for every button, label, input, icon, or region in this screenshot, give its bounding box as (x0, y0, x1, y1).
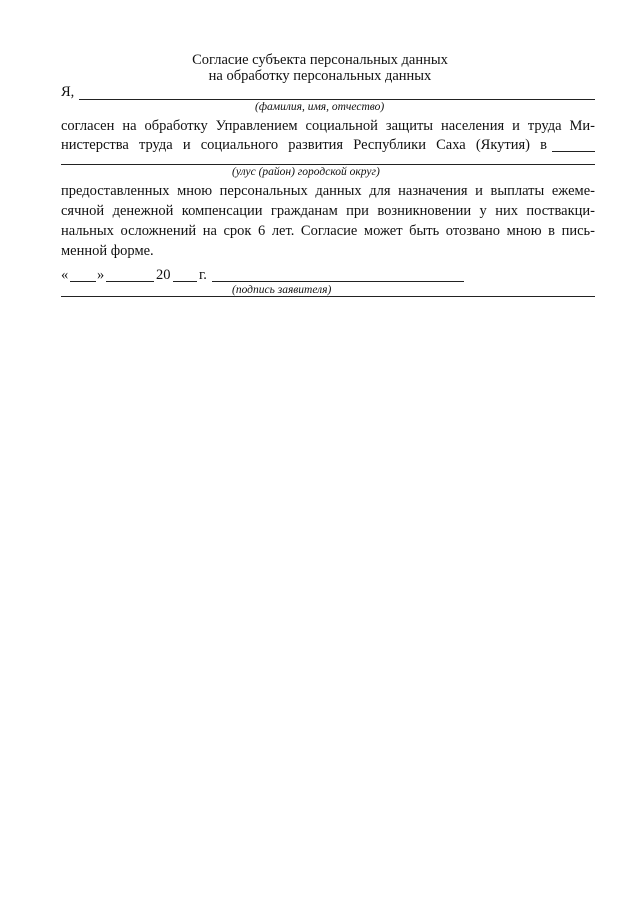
fio-caption: (фамилия, имя, отчество) (255, 101, 385, 113)
date-year-prefix: 20 (156, 267, 171, 283)
signature-caption: (подпись заявителя) (232, 284, 332, 296)
paragraph-line-4: менной форме. (61, 243, 154, 259)
date-month-field[interactable] (106, 281, 154, 282)
date-close-quote: » (97, 267, 105, 283)
signature-field-line[interactable] (212, 281, 464, 282)
paragraph-line-3: нальных осложнений на срок 6 лет. Согласие может быть отозвано мною в пись- (61, 223, 595, 239)
date-year-suffix: г. (199, 267, 207, 283)
paragraph-line-2: сячной денежной компенсации гражданам при возникновении у них поствакци- (61, 203, 595, 219)
date-open-quote: « (61, 267, 69, 283)
region-field-line-end[interactable] (552, 151, 595, 152)
document-title-line-2: на обработку персональных данных (208, 68, 432, 84)
region-caption: (улус (район) городской округ) (232, 166, 380, 178)
date-year-field[interactable] (173, 281, 197, 282)
ya-prefix: Я, (61, 84, 75, 100)
paragraph-line-1: предоставленных мною персональных данных для назначения и выплаты ежеме- (61, 183, 595, 199)
consent-text-line-2: нистерства труда и социального развития Республики Саха (Якутия) в (61, 137, 547, 153)
consent-text-line-1: согласен на обработку Управлением социальной защиты населения и труда Ми- (61, 118, 595, 134)
date-day-field[interactable] (70, 281, 96, 282)
document-title-line-1: Согласие субъекта персональных данных (192, 52, 448, 68)
bottom-rule (61, 296, 595, 297)
